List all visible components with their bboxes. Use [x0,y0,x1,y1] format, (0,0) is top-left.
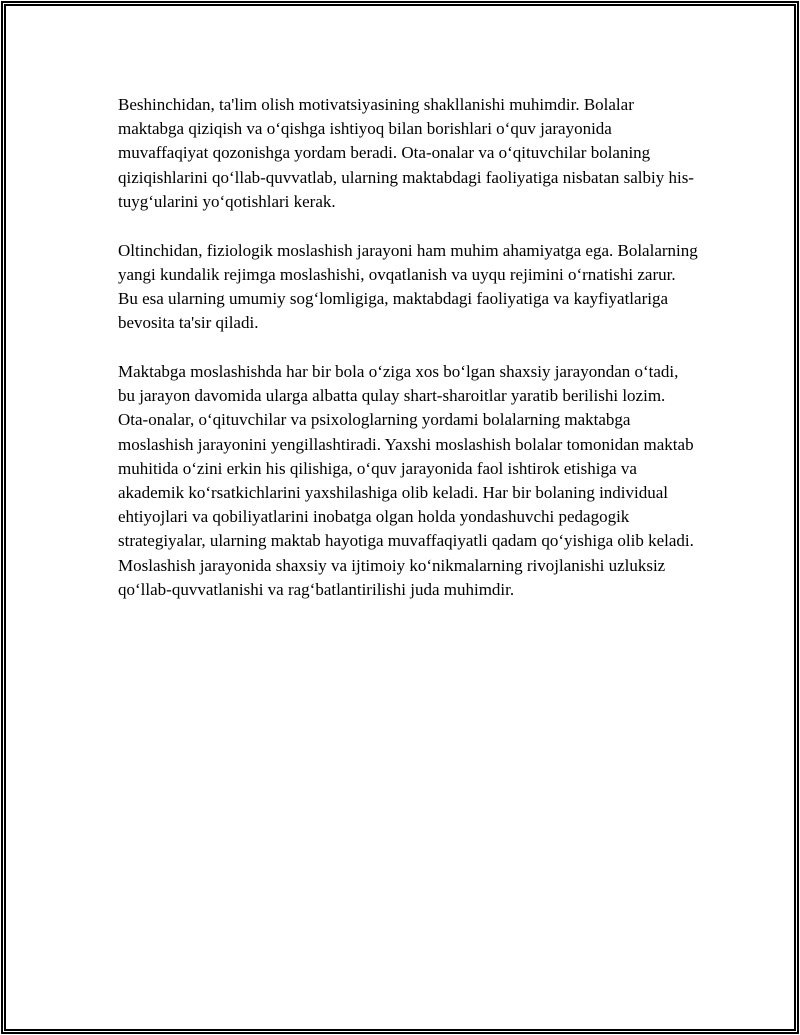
paragraph-maktabga-moslashish: Maktabga moslashishda har bir bola o‘ziga xos bo‘lgan shaxsiy jarayondan o‘tadi, bu jarayon davomida ularga albatta qulay shart-sharoitlar yaratib berilishi lozim. Ota-onalar, o‘qituvchilar va psixologlarning yordami bolalarning maktabga moslashish jarayonini yengillashtiradi. Yaxshi moslashish bolalar tomonidan maktab muhitida o‘zini erkin his qilishiga, o‘quv jarayonida faol ishtirok etishiga va akademik ko‘rsatkichlarini yaxshilashiga olib keladi. Har bir bolaning individual ehtiyojlari va qobiliyatlarini inobatga olgan holda yondashuvchi pedagogik strategiyalar, ularning maktab hayotiga muvaffaqiyatli qadam qo‘yishiga olib keladi. Moslashish jarayonida shaxsiy va ijtimoiy ko‘nikmalarning rivojlanishi uzluksiz qo‘llab-quvvatlanishi va rag‘batlantirilishi juda muhimdir. [118,362,694,599]
paragraph-beshinchidan: Beshinchidan, ta'lim olish motivatsiyasining shakllanishi muhimdir. Bolalar maktabga qiziqish va o‘qishga ishtiyoq bilan borishlari o‘quv jarayonida muvaffaqiyat qozonishga yordam beradi. Ota-onalar va o‘qituvchilar bolaning qiziqishlarini qo‘llab-quvvatlab, ularning maktabdagi faoliyatiga nisbatan salbiy his-tuyg‘ularini yo‘qotishlari kerak. [118,95,694,211]
paragraph-oltinchidan: Oltinchidan, fiziologik moslashish jarayoni ham muhim ahamiyatga ega. Bolalarning yangi kundalik rejimga moslashishi, ovqatlanish va uyqu rejimini o‘rnatishi zarur. Bu esa ularning umumiy sog‘lomligiga, maktabdagi faoliyatiga va kayfiyatlariga bevosita ta'sir qiladi. [118,240,698,333]
document-body [118,93,698,627]
